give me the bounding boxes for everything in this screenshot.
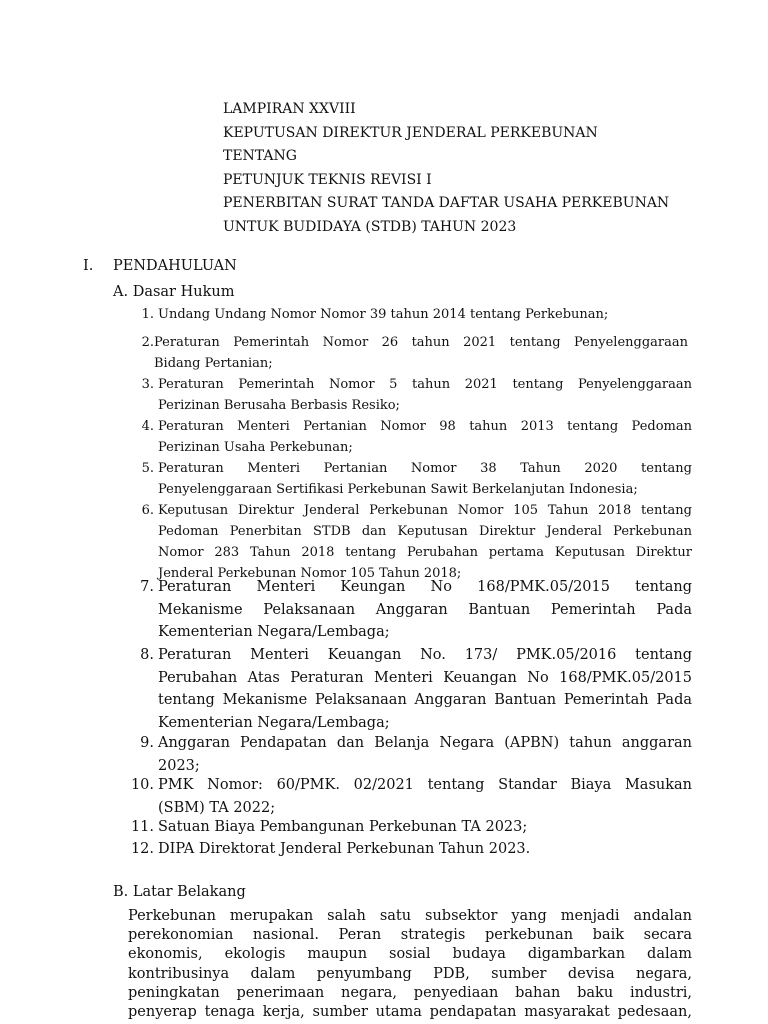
item-text: (SBM) TA 2022; — [158, 799, 276, 816]
item-number: 10. — [130, 777, 154, 793]
item-number: 6. — [141, 503, 154, 518]
subsection-title: B. Latar Belakang — [113, 884, 246, 900]
item-text: Perizinan Usaha Perkebunan; — [158, 440, 353, 455]
header-line: PETUNJUK TEKNIS REVISI I — [223, 171, 432, 188]
item-text: Peraturan Menteri Keungan No 168/PMK.05/2015 tentang — [158, 579, 692, 595]
item-text: Jenderal Perkebunan Nomor 105 Tahun 2018; — [158, 566, 462, 581]
subsection-heading-b — [113, 884, 246, 900]
item-text: Peraturan Pemerintah Nomor 26 tahun 2021 tentang Penyelenggaraan — [154, 335, 688, 350]
section-title: PENDAHULUAN — [113, 258, 237, 274]
item-number: 5. — [141, 461, 154, 476]
item-text: Undang Undang Nomor Nomor 39 tahun 2014 tentang Perkebunan; — [158, 307, 609, 322]
item-text: Kementerian Negara/Lembaga; — [158, 714, 390, 731]
header-line: LAMPIRAN XXVIII — [223, 101, 356, 117]
item-text: Mekanisme Pelaksanaan Anggaran Bantuan Pemerintah Pada — [158, 601, 692, 618]
section-number: I. — [83, 258, 94, 274]
paragraph-line: Perkebunan merupakan salah satu subsektor yang menjadi andalan — [128, 908, 692, 924]
header-line: PENERBITAN SURAT TANDA DAFTAR USAHA PERKEBUNAN — [223, 195, 670, 211]
item-number: 11. — [130, 819, 154, 835]
item-text: DIPA Direktorat Jenderal Perkebunan Tahun 2023. — [158, 841, 531, 857]
background-paragraph — [128, 907, 692, 1022]
item-text: Perizinan Berusaha Berbasis Resiko; — [158, 398, 400, 413]
item-text: Kementerian Negara/Lembaga; — [158, 624, 390, 640]
item-number: 1. — [141, 307, 154, 322]
document-header — [223, 98, 743, 239]
item-text: tentang Mekanisme Pelaksanaan Anggaran Bantuan Pemerintah Pada — [158, 692, 692, 708]
item-number: 9. — [140, 735, 154, 751]
item-text: Peraturan Menteri Keuangan No. 173/ PMK.05/2016 tentang — [158, 647, 692, 663]
paragraph-line: ekonomis, ekologis maupun sosial budaya digambarkan dalam — [128, 946, 692, 963]
header-line: UNTUK BUDIDAYA (STDB) TAHUN 2023 — [223, 218, 517, 235]
paragraph-line: kontribusinya dalam penyumbang PDB, sumber devisa negara, — [128, 965, 692, 982]
item-number: 2. — [141, 335, 154, 350]
item-number: 8. — [140, 647, 154, 663]
item-text: 2023; — [158, 757, 200, 774]
item-number: 3. — [141, 377, 154, 392]
item-number: 7. — [140, 579, 154, 595]
header-line: TENTANG — [223, 148, 297, 164]
item-text: Pedoman Penerbitan STDB dan Keputusan Direktur Jenderal Perkebunan — [158, 524, 692, 539]
item-text: Nomor 283 Tahun 2018 tentang Perubahan pertama Keputusan Direktur — [158, 545, 692, 560]
header-line: KEPUTUSAN DIREKTUR JENDERAL PERKEBUNAN — [223, 124, 598, 141]
subsection-title: A. Dasar Hukum — [113, 284, 235, 300]
item-text: Bidang Pertanian; — [154, 356, 273, 371]
subsection-heading-a — [113, 284, 234, 300]
item-text: Peraturan Menteri Pertanian Nomor 38 Tahun 2020 tentang — [158, 461, 692, 476]
item-text: PMK Nomor: 60/PMK. 02/2021 tentang Standar Biaya Masukan — [158, 777, 692, 793]
item-text: Keputusan Direktur Jenderal Perkebunan Nomor 105 Tahun 2018 tentang — [158, 503, 692, 518]
item-text: Peraturan Menteri Pertanian Nomor 98 tahun 2013 tentang Pedoman — [158, 419, 692, 434]
paragraph-line: penyerap tenaga kerja, sumber utama pendapatan masyarakat pedesaan, — [128, 1004, 692, 1021]
paragraph-line: peningkatan penerimaan negara, penyediaan bahan baku industri, — [128, 984, 692, 1001]
item-text: Peraturan Pemerintah Nomor 5 tahun 2021 tentang Penyelenggaraan — [158, 377, 692, 392]
item-text: Satuan Biaya Pembangunan Perkebunan TA 2023; — [158, 819, 528, 835]
item-number: 4. — [141, 419, 154, 434]
item-number: 12. — [130, 841, 154, 857]
item-text: Penyelenggaraan Sertifikasi Perkebunan Sawit Berkelanjutan Indonesia; — [158, 482, 638, 497]
item-text: Perubahan Atas Peraturan Menteri Keuangan No 168/PMK.05/2015 — [158, 669, 692, 686]
paragraph-line: perekonomian nasional. Peran strategis perkebunan baik secara — [128, 927, 692, 944]
item-text: Anggaran Pendapatan dan Belanja Negara (APBN) tahun anggaran — [158, 735, 692, 751]
